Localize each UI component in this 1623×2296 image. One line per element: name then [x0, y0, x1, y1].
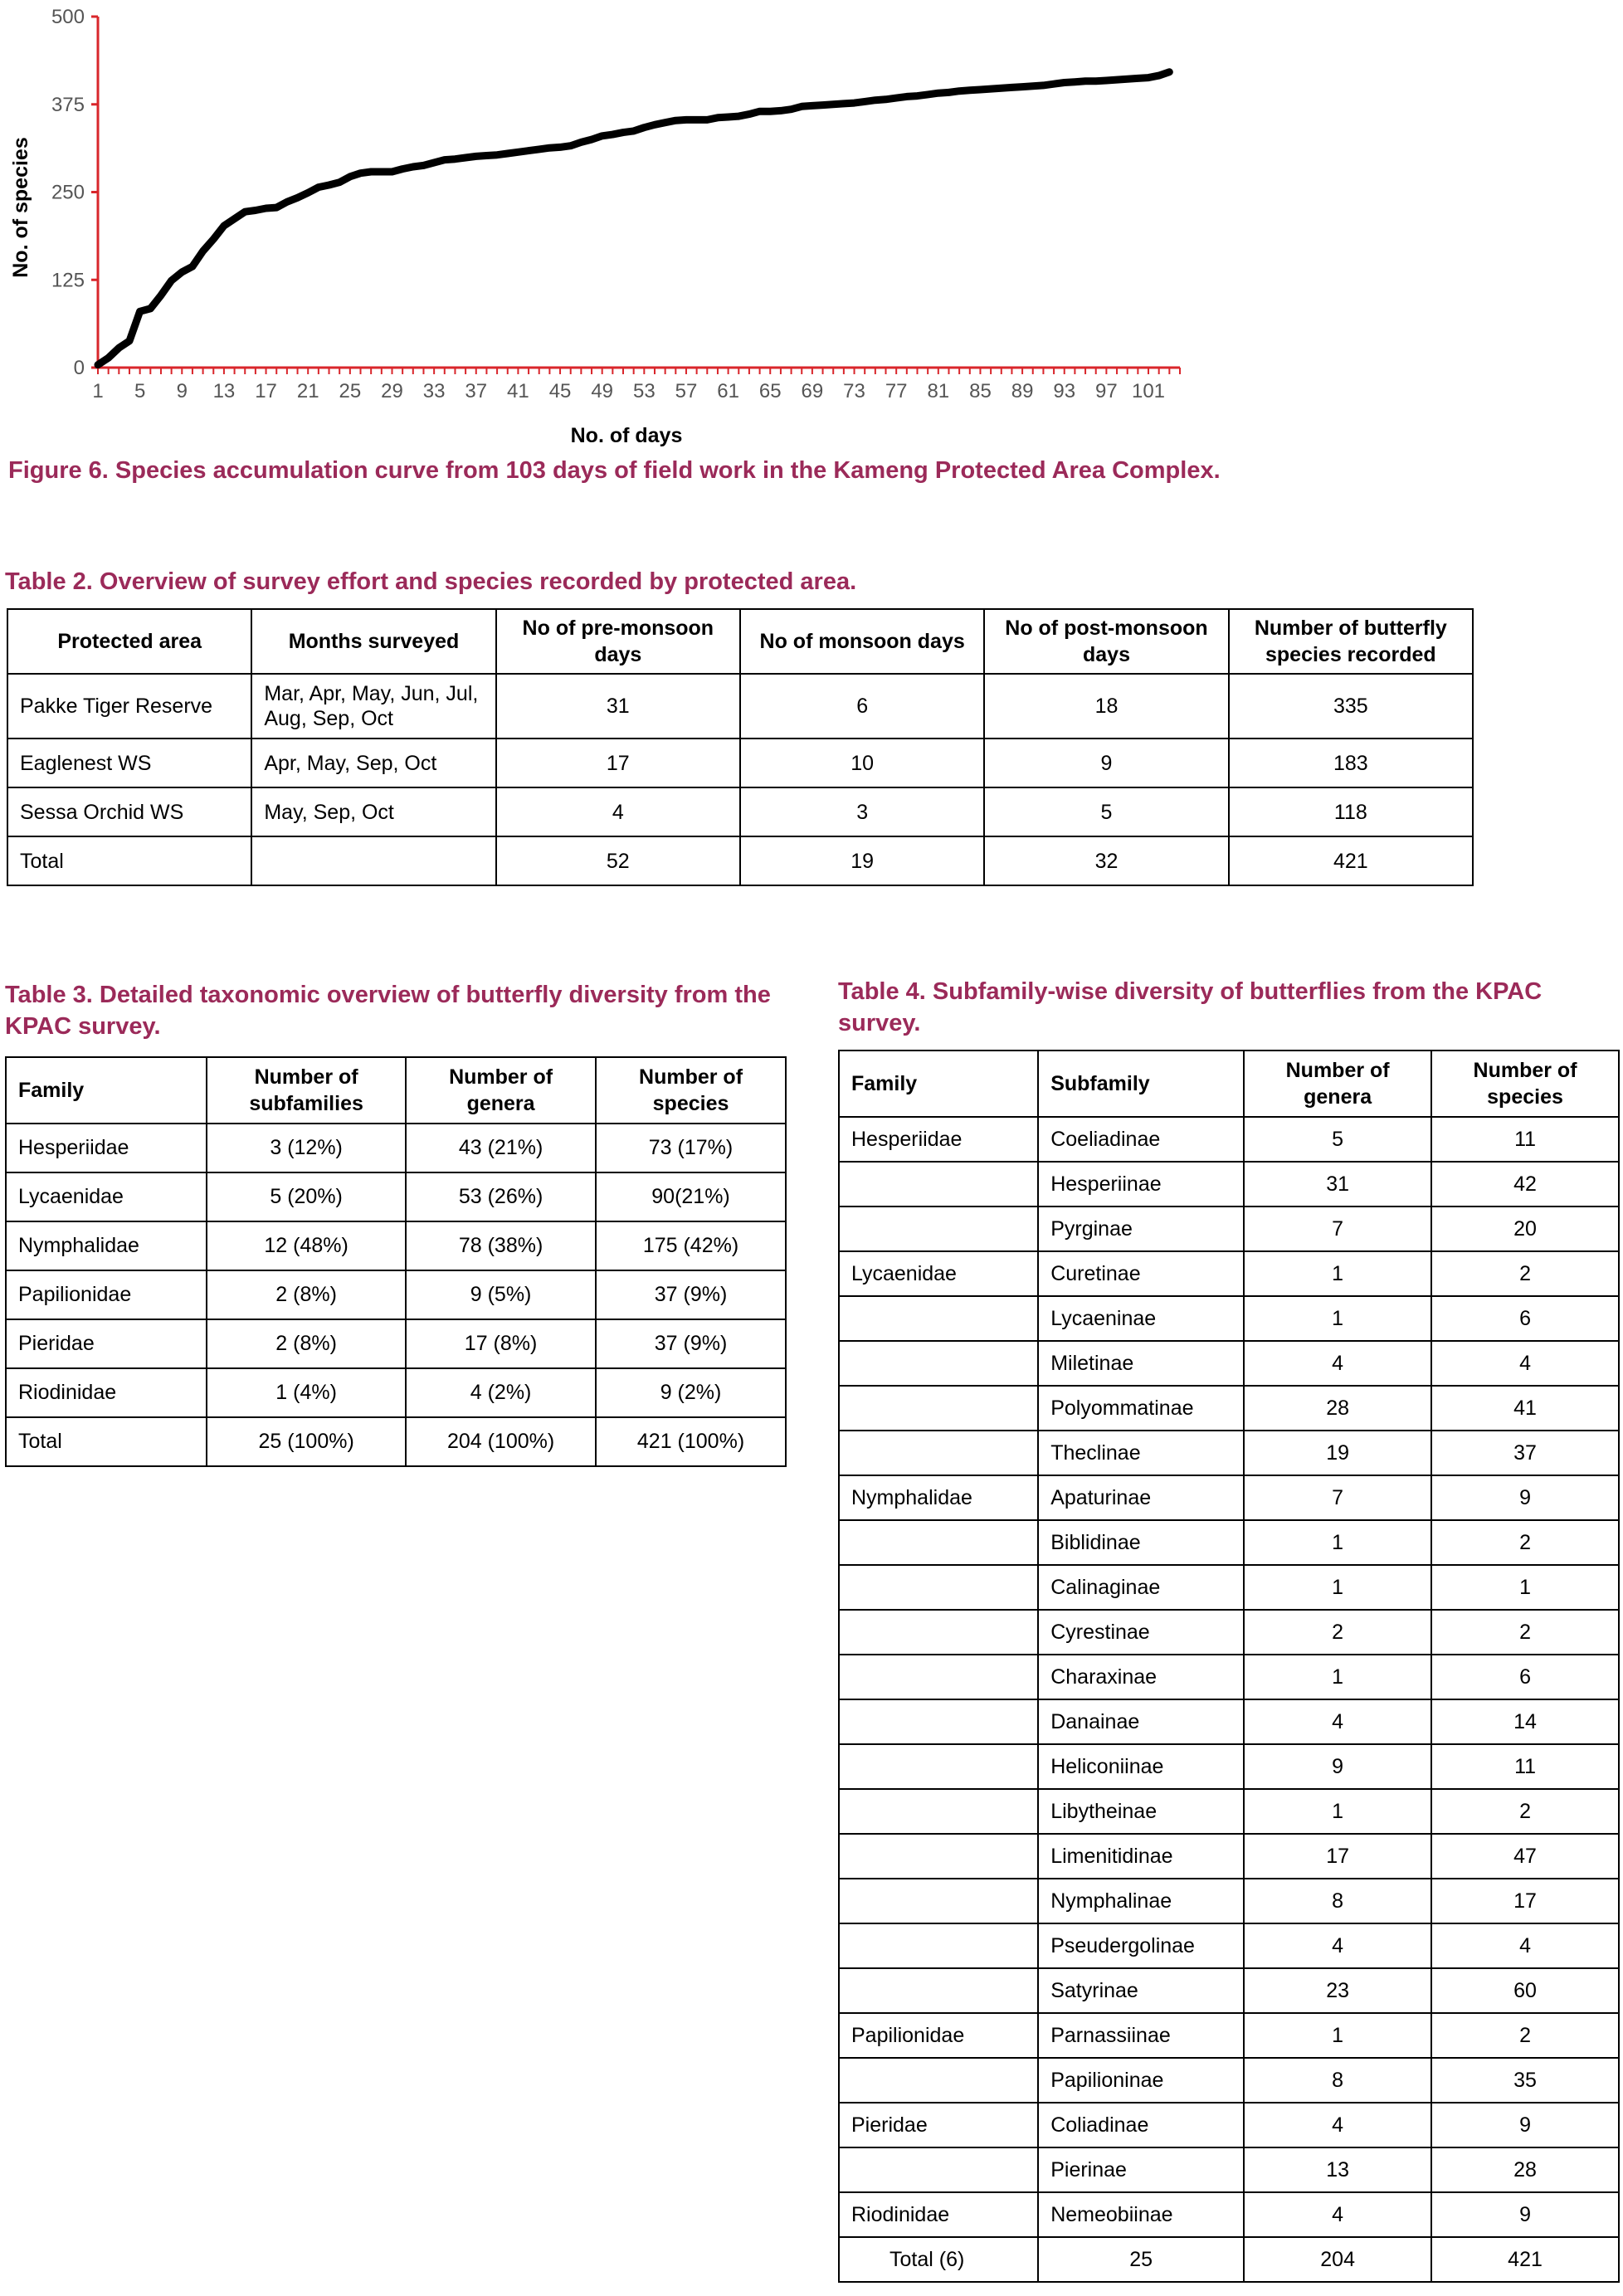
table-row: [839, 1834, 1619, 1879]
cell: 421: [1431, 2237, 1619, 2282]
cell: [839, 1610, 1038, 1655]
y-axis-label: No. of species: [9, 137, 32, 278]
cell: 9: [1244, 1744, 1431, 1789]
header-subfamilies: Number of subfamilies: [207, 1057, 406, 1124]
cell: 421 (100%): [596, 1417, 786, 1466]
cell: 1: [1244, 1789, 1431, 1834]
cell: Theclinae: [1038, 1431, 1244, 1475]
table-row: [839, 1565, 1619, 1610]
cell: Heliconiinae: [1038, 1744, 1244, 1789]
x-tick-label: 69: [801, 380, 824, 402]
cell: Cyrestinae: [1038, 1610, 1244, 1655]
cell: 3 (12%): [207, 1124, 406, 1172]
header-species-recorded: Number of butterfly species recorded: [1229, 609, 1473, 674]
cell: Calinaginae: [1038, 1565, 1244, 1610]
cell: 17: [1244, 1834, 1431, 1879]
cell: 11: [1431, 1744, 1619, 1789]
cell: 1: [1244, 1251, 1431, 1296]
cell: Libytheinae: [1038, 1789, 1244, 1834]
table-row: [6, 1417, 786, 1466]
cell: 2: [1431, 1610, 1619, 1655]
header-family: Family: [839, 1051, 1038, 1117]
cell: 9: [1431, 1475, 1619, 1520]
header-species: Number of species: [1431, 1051, 1619, 1117]
cell: Pyrginae: [1038, 1206, 1244, 1251]
cell: 1: [1431, 1565, 1619, 1610]
cell: 3: [740, 787, 984, 836]
cell: 9: [984, 739, 1228, 787]
cell: Limenitidinae: [1038, 1834, 1244, 1879]
cell: 90(21%): [596, 1172, 786, 1221]
table-row: [839, 1923, 1619, 1968]
cell: 18: [984, 674, 1228, 739]
cell: [839, 1341, 1038, 1386]
x-tick-label: 77: [885, 380, 908, 402]
table-row: [839, 1341, 1619, 1386]
cell: 4: [1244, 1923, 1431, 1968]
header-pre-monsoon-days: No of pre-monsoon days: [496, 609, 740, 674]
table-row: [839, 1968, 1619, 2013]
header-months-surveyed: Months surveyed: [251, 609, 495, 674]
cell: 28: [1244, 1386, 1431, 1431]
table-row: [839, 1520, 1619, 1565]
y-tick-label: 0: [73, 357, 85, 379]
cell: [839, 1834, 1038, 1879]
x-tick-label: 65: [758, 380, 782, 402]
cell: 9 (2%): [596, 1368, 786, 1417]
cell: Miletinae: [1038, 1341, 1244, 1386]
table-row-total: [839, 2237, 1619, 2282]
table-row: [839, 2147, 1619, 2192]
cell: [839, 1879, 1038, 1923]
cell: 41: [1431, 1386, 1619, 1431]
cell: May, Sep, Oct: [251, 787, 495, 836]
cell: [839, 1206, 1038, 1251]
header-protected-area: Protected area: [7, 609, 251, 674]
y-tick-label: 250: [51, 181, 85, 204]
header-family: Family: [6, 1057, 207, 1124]
table-row: [839, 1699, 1619, 1744]
cell: 6: [740, 674, 984, 739]
cell: [839, 1520, 1038, 1565]
table-header-row: [839, 1051, 1619, 1117]
table-row: [839, 1162, 1619, 1206]
cell: 6: [1431, 1655, 1619, 1699]
cell: 60: [1431, 1968, 1619, 2013]
cell: 2: [1244, 1610, 1431, 1655]
cell: 4 (2%): [406, 1368, 596, 1417]
table-3-caption: Table 3. Detailed taxonomic overview of butterfly diversity from the KPAC survey.: [5, 982, 771, 1040]
cell: 1 (4%): [207, 1368, 406, 1417]
cell: [839, 2058, 1038, 2103]
x-tick-label: 5: [134, 380, 146, 402]
table-row: [839, 1251, 1619, 1296]
cell: 8: [1244, 2058, 1431, 2103]
x-tick-label: 97: [1095, 380, 1118, 402]
cell: 20: [1431, 1206, 1619, 1251]
cell: 13: [1244, 2147, 1431, 2192]
cell: [839, 1565, 1038, 1610]
table-row: [7, 739, 1473, 787]
cell: Hesperiidae: [6, 1124, 207, 1172]
cell: 37: [1431, 1431, 1619, 1475]
table-row: [839, 1655, 1619, 1699]
table-row: [839, 1431, 1619, 1475]
cell: [839, 1968, 1038, 2013]
cell: Pieridae: [839, 2103, 1038, 2147]
cell: 335: [1229, 674, 1473, 739]
cell: 37 (9%): [596, 1270, 786, 1319]
x-tick-label: 85: [969, 380, 992, 402]
table-2-caption: Table 2. Overview of survey effort and species recorded by protected area.: [5, 568, 857, 595]
cell: Lycaenidae: [6, 1172, 207, 1221]
table-row: [6, 1124, 786, 1172]
cell: Lycaeninae: [1038, 1296, 1244, 1341]
cell: Charaxinae: [1038, 1655, 1244, 1699]
header-species: Number of species: [596, 1057, 786, 1124]
x-tick-label: 49: [591, 380, 614, 402]
table-row: [7, 674, 1473, 739]
cell: 25 (100%): [207, 1417, 406, 1466]
table-row-total: [7, 836, 1473, 885]
table-header-row: [7, 609, 1473, 674]
cell: 28: [1431, 2147, 1619, 2192]
cell: 8: [1244, 1879, 1431, 1923]
x-tick-label: 17: [255, 380, 277, 402]
x-tick-label: 9: [176, 380, 188, 402]
cell: 1: [1244, 1565, 1431, 1610]
cell: [839, 1655, 1038, 1699]
cell: Mar, Apr, May, Jun, Jul, Aug, Sep, Oct: [251, 674, 495, 739]
cell: 43 (21%): [406, 1124, 596, 1172]
accumulation-curve-line: [98, 72, 1169, 365]
cell: Sessa Orchid WS: [7, 787, 251, 836]
x-tick-label: 93: [1053, 380, 1076, 402]
cell: Riodinidae: [839, 2192, 1038, 2237]
cell: Nymphalidae: [839, 1475, 1038, 1520]
table-row: [6, 1270, 786, 1319]
cell: 1: [1244, 1296, 1431, 1341]
x-tick-label: 61: [717, 380, 739, 402]
table-4-caption: Table 4. Subfamily-wise diversity of butterflies from the KPAC survey.: [838, 978, 1543, 1036]
cell: 4: [1244, 1341, 1431, 1386]
cell: 5 (20%): [207, 1172, 406, 1221]
chart-axes: [98, 17, 1180, 368]
x-tick-label: 81: [927, 380, 950, 402]
table-row: [839, 2013, 1619, 2058]
x-tick-label: 41: [507, 380, 529, 402]
cell: 37 (9%): [596, 1319, 786, 1368]
cell: 7: [1244, 1206, 1431, 1251]
table-4: [838, 1050, 1620, 2283]
table-row: [839, 1789, 1619, 1834]
header-genera: Number of genera: [1244, 1051, 1431, 1117]
cell: Hesperiinae: [1038, 1162, 1244, 1206]
cell: 4: [1244, 1699, 1431, 1744]
cell: [251, 836, 495, 885]
cell: 10: [740, 739, 984, 787]
cell: 19: [740, 836, 984, 885]
table-row: [839, 1296, 1619, 1341]
x-tick-label: 33: [422, 380, 446, 402]
cell: [839, 1162, 1038, 1206]
cell: 204: [1244, 2237, 1431, 2282]
cell: 73 (17%): [596, 1124, 786, 1172]
cell: [839, 1744, 1038, 1789]
cell: 175 (42%): [596, 1221, 786, 1270]
cell: 2 (8%): [207, 1270, 406, 1319]
cell: Hesperiidae: [839, 1117, 1038, 1162]
table-row: [6, 1172, 786, 1221]
cell: Pierinae: [1038, 2147, 1244, 2192]
table-row: [6, 1319, 786, 1368]
cell: [839, 2147, 1038, 2192]
cell: Papilionidae: [6, 1270, 207, 1319]
table-row: [839, 1117, 1619, 1162]
cell: [839, 1386, 1038, 1431]
cell: 4: [1244, 2103, 1431, 2147]
table-row: [839, 2192, 1619, 2237]
cell: 19: [1244, 1431, 1431, 1475]
species-accumulation-chart: [0, 0, 1211, 465]
table-header-row: [6, 1057, 786, 1124]
y-tick-label: 375: [51, 93, 85, 116]
cell: 32: [984, 836, 1228, 885]
x-tick-label: 21: [296, 380, 319, 402]
chart-ticks: [51, 6, 1180, 402]
cell: 47: [1431, 1834, 1619, 1879]
table-row: [839, 1386, 1619, 1431]
y-tick-label: 500: [51, 6, 85, 28]
cell: 35: [1431, 2058, 1619, 2103]
cell: 12 (48%): [207, 1221, 406, 1270]
cell: Parnassiinae: [1038, 2013, 1244, 2058]
header-subfamily: Subfamily: [1038, 1051, 1244, 1117]
x-tick-label: 101: [1131, 380, 1166, 402]
cell: [839, 1699, 1038, 1744]
table-row: [6, 1368, 786, 1417]
cell: Pseudergolinae: [1038, 1923, 1244, 1968]
y-tick-label: 125: [51, 269, 85, 292]
cell: 5: [1244, 1117, 1431, 1162]
cell: Nymphalinae: [1038, 1879, 1244, 1923]
header-monsoon-days: No of monsoon days: [740, 609, 984, 674]
header-post-monsoon-days: No of post-monsoon days: [984, 609, 1228, 674]
cell: Total (6): [839, 2237, 1038, 2282]
cell: 2 (8%): [207, 1319, 406, 1368]
cell: Curetinae: [1038, 1251, 1244, 1296]
cell: 4: [1244, 2192, 1431, 2237]
cell: Nymphalidae: [6, 1221, 207, 1270]
cell: 9: [1431, 2192, 1619, 2237]
table-3: [5, 1056, 787, 1467]
cell: 11: [1431, 1117, 1619, 1162]
cell: 31: [496, 674, 740, 739]
cell: Nemeobiinae: [1038, 2192, 1244, 2237]
cell: 2: [1431, 1520, 1619, 1565]
cell: 1: [1244, 1520, 1431, 1565]
cell: 52: [496, 836, 740, 885]
cell: Eaglenest WS: [7, 739, 251, 787]
table-row: [839, 2058, 1619, 2103]
x-tick-label: 1: [92, 380, 104, 402]
cell: 7: [1244, 1475, 1431, 1520]
cell: Total: [7, 836, 251, 885]
x-tick-label: 29: [381, 380, 403, 402]
cell: 4: [1431, 1341, 1619, 1386]
cell: Coliadinae: [1038, 2103, 1244, 2147]
cell: Apaturinae: [1038, 1475, 1244, 1520]
cell: 9: [1431, 2103, 1619, 2147]
cell: Biblidinae: [1038, 1520, 1244, 1565]
cell: 4: [1431, 1923, 1619, 1968]
cell: 421: [1229, 836, 1473, 885]
cell: 6: [1431, 1296, 1619, 1341]
cell: 183: [1229, 739, 1473, 787]
cell: Danainae: [1038, 1699, 1244, 1744]
cell: 1: [1244, 2013, 1431, 2058]
cell: [839, 1431, 1038, 1475]
cell: Pakke Tiger Reserve: [7, 674, 251, 739]
cell: 2: [1431, 1789, 1619, 1834]
table-row: [7, 787, 1473, 836]
cell: Pieridae: [6, 1319, 207, 1368]
x-tick-label: 37: [465, 380, 488, 402]
cell: [839, 1789, 1038, 1834]
table-2: [7, 608, 1474, 886]
cell: Papilionidae: [839, 2013, 1038, 2058]
table-row: [839, 1206, 1619, 1251]
cell: Total: [6, 1417, 207, 1466]
cell: 4: [496, 787, 740, 836]
cell: 25: [1038, 2237, 1244, 2282]
cell: 1: [1244, 1655, 1431, 1699]
header-genera: Number of genera: [406, 1057, 596, 1124]
table-row: [839, 1744, 1619, 1789]
table-row: [6, 1221, 786, 1270]
cell: 14: [1431, 1699, 1619, 1744]
cell: Apr, May, Sep, Oct: [251, 739, 495, 787]
cell: Coeliadinae: [1038, 1117, 1244, 1162]
table-row: [839, 1610, 1619, 1655]
table-row: [839, 1475, 1619, 1520]
x-tick-label: 13: [212, 380, 236, 402]
cell: 5: [984, 787, 1228, 836]
table-row: [839, 2103, 1619, 2147]
cell: [839, 1923, 1038, 1968]
cell: 17: [496, 739, 740, 787]
cell: 204 (100%): [406, 1417, 596, 1466]
cell: Polyommatinae: [1038, 1386, 1244, 1431]
cell: 17 (8%): [406, 1319, 596, 1368]
cell: Papilioninae: [1038, 2058, 1244, 2103]
x-tick-label: 89: [1011, 380, 1034, 402]
cell: 78 (38%): [406, 1221, 596, 1270]
cell: 42: [1431, 1162, 1619, 1206]
figure-6-caption: Figure 6. Species accumulation curve from 103 days of field work in the Kameng Protected Area Complex.: [8, 457, 1221, 484]
table-row: [839, 1879, 1619, 1923]
cell: Satyrinae: [1038, 1968, 1244, 2013]
x-tick-label: 73: [843, 380, 865, 402]
x-tick-label: 25: [339, 380, 362, 402]
cell: 31: [1244, 1162, 1431, 1206]
cell: 17: [1431, 1879, 1619, 1923]
cell: 2: [1431, 1251, 1619, 1296]
x-axis-label: No. of days: [570, 424, 683, 447]
x-tick-label: 45: [548, 380, 572, 402]
cell: Lycaenidae: [839, 1251, 1038, 1296]
cell: Riodinidae: [6, 1368, 207, 1417]
cell: [839, 1296, 1038, 1341]
cell: 23: [1244, 1968, 1431, 2013]
x-tick-label: 53: [632, 380, 656, 402]
cell: 2: [1431, 2013, 1619, 2058]
cell: 118: [1229, 787, 1473, 836]
cell: 9 (5%): [406, 1270, 596, 1319]
cell: 53 (26%): [406, 1172, 596, 1221]
x-tick-label: 57: [675, 380, 698, 402]
